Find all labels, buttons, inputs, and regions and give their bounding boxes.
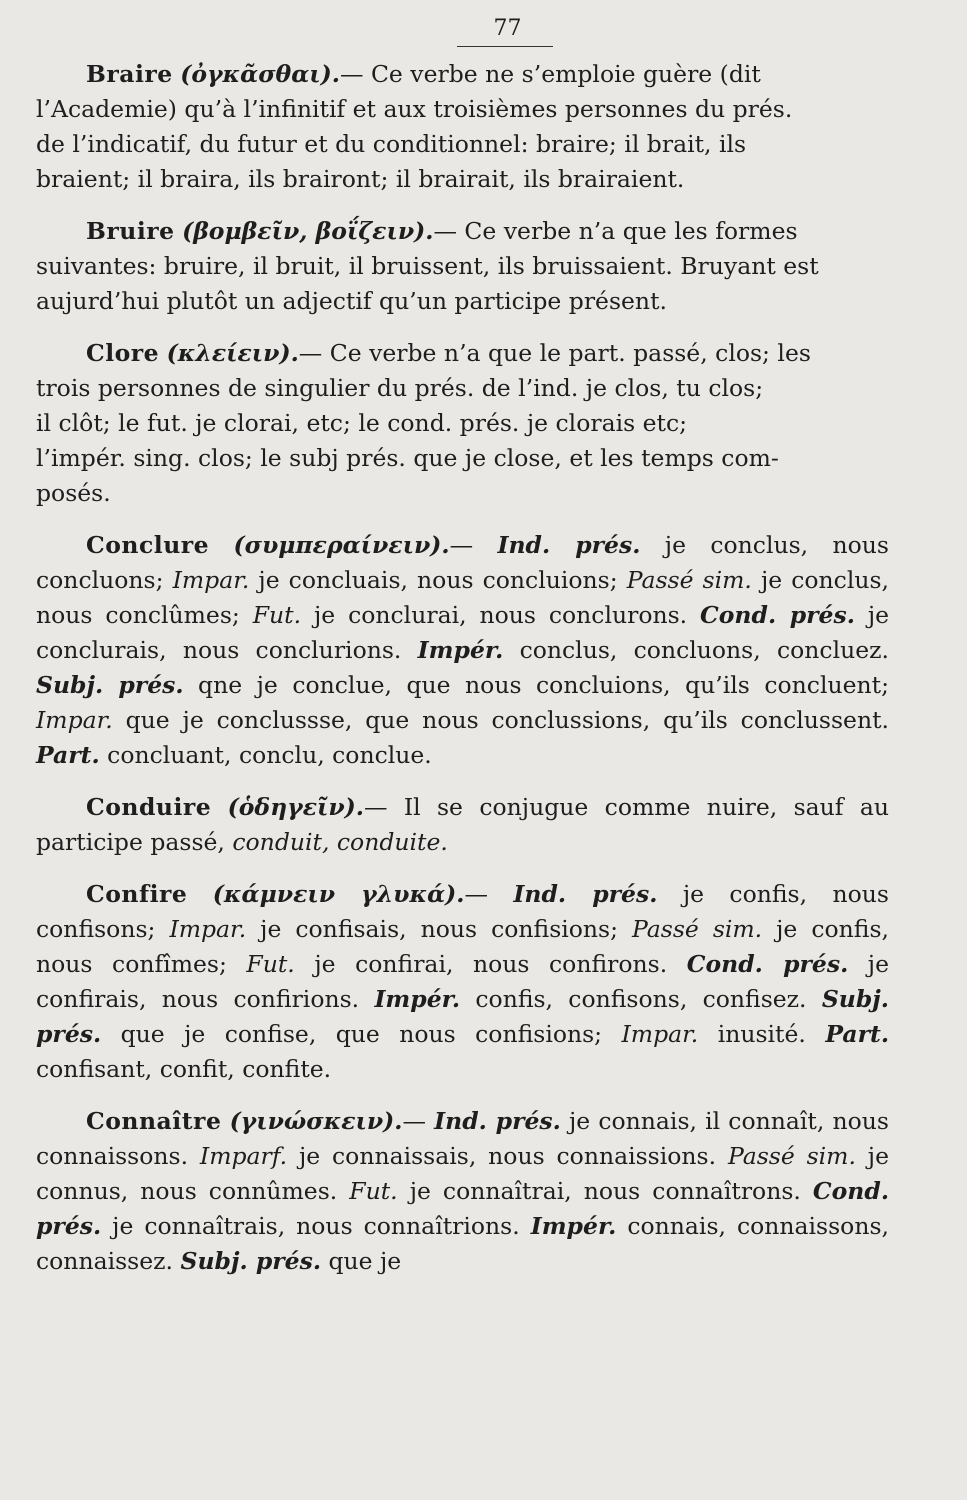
tense-label: Impar.: [172, 566, 250, 594]
lemma: Clore: [86, 339, 160, 367]
mood-label: Part.: [825, 1020, 889, 1048]
greek-gloss: (κάμνειν γλυκά).: [212, 880, 465, 908]
entry-bruire: [36, 214, 889, 319]
text-run: —: [402, 1107, 435, 1135]
entry-text: [36, 877, 889, 1087]
tense-label: Passé sim.: [727, 1142, 856, 1170]
text-run: je connaîtrai, nous connaîtrons.: [397, 1177, 813, 1205]
text-line: trois personnes de singulier du prés. de l’ind. je clos, tu clos;: [36, 374, 764, 402]
mood-label: Impér.: [530, 1212, 617, 1240]
text-run: conclus, concluons, concluez.: [503, 636, 889, 664]
mood-label: Ind. prés.: [434, 1107, 561, 1135]
text-run: inusité.: [698, 1020, 826, 1048]
text-run: je conclurais, nous conclurions.: [36, 601, 890, 664]
mood-label: Subj. prés.: [36, 671, 184, 699]
mood-label: Cond. prés.: [686, 950, 849, 978]
text-run: qne je conclue, que nous concluions, qu’ils concluent;: [183, 671, 889, 699]
text-run: confisant, confit, confite.: [36, 1055, 332, 1083]
entry-text: [36, 57, 889, 197]
text-line: aujurd’hui plutôt un adjectif qu’un participe présent.: [36, 287, 667, 315]
text-line: l’impér. sing. clos; le subj prés. que je close, et les temps com-: [36, 444, 779, 472]
text-line: braient; il braira, ils brairont; il brairait, ils brairaient.: [36, 165, 685, 193]
entry-clore: [36, 336, 889, 511]
greek-gloss: (βομβεῖν, βοΐζειν).: [182, 217, 434, 245]
tense-label: Fut.: [349, 1177, 398, 1205]
entry-text: [36, 214, 889, 319]
tense-label: Passé sim.: [632, 915, 763, 943]
text-run: je connaîtrais, nous connaîtrions.: [101, 1212, 531, 1240]
entry-conduire: [36, 790, 889, 860]
text-run: — Il se conjugue comme nuire, sauf au participe passé,: [36, 793, 889, 856]
lemma: Confire: [86, 880, 188, 908]
text-run: je connus, nous connûmes.: [36, 1142, 889, 1205]
text-run: je connais, il connaît, nous connaissons.: [36, 1107, 889, 1170]
tense-label: Impar.: [169, 915, 247, 943]
greek-gloss: (κλείειν).: [166, 339, 299, 367]
text-run: je conclus, nous conclûmes;: [36, 566, 890, 629]
tense-label: Passé sim.: [626, 566, 752, 594]
text-run: connais, connaissons, connaissez.: [36, 1212, 889, 1275]
text-run: concluant, conclu, conclue.: [99, 741, 432, 769]
entry-text: [36, 1104, 889, 1279]
lemma: Conduire: [86, 793, 212, 821]
text-run: je confisais, nous confisions;: [246, 915, 633, 943]
tense-label: Impar.: [621, 1020, 699, 1048]
text-run: je confirai, nous confirons.: [294, 950, 687, 978]
text-run: je connaissais, nous connaissions.: [287, 1142, 728, 1170]
text-run: je confirais, nous confirions.: [36, 950, 889, 1013]
entry-text: [36, 336, 889, 511]
lemma: Bruire: [86, 217, 175, 245]
mood-label: Impér.: [374, 985, 461, 1013]
page-number-rule: [457, 46, 553, 47]
text-line: posés.: [36, 479, 111, 507]
greek-gloss: (ὀγκᾶσθαι).: [180, 60, 340, 88]
entry-connaitre: [36, 1104, 889, 1279]
greek-gloss: (ὁδηγεῖν).: [227, 793, 364, 821]
text-run: que je conclussse, que nous conclussions, qu’ils conclussent.: [112, 706, 889, 734]
text-run: confis, confisons, confisez.: [460, 985, 822, 1013]
mood-label: Subj. prés.: [36, 985, 889, 1048]
text-line: suivantes: bruire, il bruit, il bruissent, ils bruissaient. Bruyant est: [36, 252, 819, 280]
tense-label: Imparf.: [199, 1142, 288, 1170]
tense-label: Fut.: [252, 601, 302, 629]
text-run: —: [449, 531, 498, 559]
mood-label: Ind. prés.: [497, 531, 641, 559]
entry-confire: [36, 877, 889, 1087]
mood-label: Impér.: [417, 636, 504, 664]
text-run: je confis, nous confisons;: [36, 880, 889, 943]
page-number: 77: [493, 16, 522, 41]
entry-conclure: [36, 528, 889, 773]
participle-forms: conduit, conduite.: [232, 828, 448, 856]
tense-label: Impar.: [36, 706, 113, 734]
text-line: — Ce verbe n’a que le part. passé, clos; les: [298, 339, 811, 367]
text-run: je concluais, nous concluions;: [249, 566, 627, 594]
text-run: je confis, nous confîmes;: [36, 915, 889, 978]
text-run: que je confise, que nous confisions;: [101, 1020, 622, 1048]
mood-label: Subj. prés.: [180, 1247, 321, 1275]
text-run: je conclus, nous concluons;: [36, 531, 889, 594]
lemma: Conclure: [86, 531, 210, 559]
greek-gloss: (συμπεραίνειν).: [233, 531, 450, 559]
text-line: il clôt; le fut. je clorai, etc; le cond. prés. je clorais etc;: [36, 409, 688, 437]
mood-label: Ind. prés.: [513, 880, 658, 908]
entry-text: [36, 790, 889, 860]
text-line: — Ce verbe n’a que les formes: [433, 217, 798, 245]
mood-label: Cond. prés.: [700, 601, 855, 629]
mood-label: Cond. prés.: [36, 1177, 889, 1240]
lemma: Braire: [86, 60, 173, 88]
tense-label: Fut.: [246, 950, 295, 978]
entry-text: [36, 528, 889, 773]
text-run: je conclurai, nous conclurons.: [301, 601, 701, 629]
mood-label: Part.: [36, 741, 100, 769]
text-run: —: [464, 880, 514, 908]
text-line: — Ce verbe ne s’emploie guère (dit: [339, 60, 761, 88]
text-line: de l’indicatif, du futur et du conditionnel: braire; il brait, ils: [36, 130, 747, 158]
greek-gloss: (γινώσκειν).: [229, 1107, 403, 1135]
lemma: Connaître: [86, 1107, 222, 1135]
entry-braire: [36, 57, 889, 197]
text-run: que je: [321, 1247, 402, 1275]
text-line: l’Academie) qu’à l’infinitif et aux troisièmes personnes du prés.: [36, 95, 793, 123]
